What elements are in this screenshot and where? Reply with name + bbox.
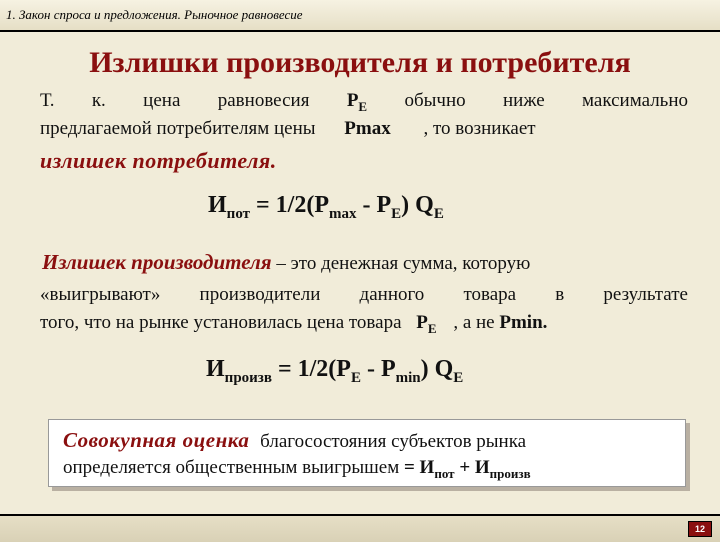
- symbol-subscript: E: [358, 99, 368, 113]
- formula-part: - P: [362, 192, 392, 218]
- formula-part: ) Q: [401, 192, 434, 218]
- consumer-paragraph-line-2: [40, 116, 688, 141]
- formula-part: = 1/2(P: [277, 356, 351, 382]
- text-segment: обычно ниже максимально: [404, 90, 688, 111]
- symbol-subscript: пот: [434, 466, 455, 481]
- summary-line-1: [63, 428, 526, 453]
- text-segment: определяется общественным выигрышем: [63, 457, 400, 478]
- producer-paragraph-line-1: [42, 250, 690, 276]
- text-segment: , а не: [453, 312, 495, 333]
- symbol-main: P: [416, 312, 428, 333]
- symbol-main: И: [208, 192, 227, 218]
- symbol-subscript: E: [433, 206, 444, 222]
- symbol-subscript: E: [427, 321, 437, 336]
- consumer-paragraph-line-1: [40, 88, 688, 113]
- producer-surplus-formula: [206, 356, 464, 386]
- formula-part: + И: [459, 457, 490, 478]
- pmin-symbol: Pmin.: [499, 312, 548, 333]
- text-segment: Т. к. цена равновесия: [40, 90, 310, 111]
- symbol-main: И: [206, 356, 225, 382]
- pe-symbol: [416, 312, 437, 336]
- formula-part: = 1/2(P: [256, 192, 329, 218]
- text-segment: , то возникает: [423, 118, 536, 139]
- page-number: 12: [688, 521, 712, 537]
- producer-paragraph-line-3: [40, 310, 688, 336]
- consumer-surplus-formula: [208, 192, 444, 222]
- symbol-subscript: min: [395, 370, 421, 386]
- text-segment: предлагаемой потребителям цены: [40, 118, 316, 139]
- pe-symbol: [347, 90, 367, 111]
- total-welfare-term: Совокупная оценка: [63, 428, 250, 452]
- symbol-subscript: E: [453, 370, 464, 386]
- formula-part: ) Q: [420, 356, 454, 382]
- text-segment: того, что на рынке установилась цена товара: [40, 312, 402, 333]
- breadcrumb: 1. Закон спроса и предложения. Рыночное равновесие: [6, 7, 303, 22]
- symbol-subscript: произв: [224, 370, 272, 386]
- symbol-main: P: [346, 90, 359, 111]
- pmax-symbol: Pmax: [344, 118, 391, 139]
- symbol-subscript: max: [329, 206, 357, 222]
- page-title: Излишки производителя и потребителя: [89, 46, 631, 79]
- producer-surplus-term: Излишек производителя: [42, 250, 272, 274]
- consumer-surplus-term: излишек потребителя.: [40, 148, 277, 173]
- symbol-subscript: пот: [226, 206, 250, 222]
- text-segment: благосостояния субъектов рынка: [260, 431, 527, 452]
- symbol-subscript: произв: [489, 466, 531, 481]
- summary-box: [48, 419, 686, 487]
- text-segment: – это денежная сумма, которую: [276, 253, 531, 274]
- summary-line-2: [63, 457, 531, 479]
- formula-part: = И: [403, 457, 435, 478]
- header-bar: [0, 0, 720, 32]
- symbol-subscript: E: [391, 206, 402, 222]
- formula-part: - P: [366, 356, 396, 382]
- producer-paragraph-line-2: «выигрывают» производители данного товара в результате: [40, 284, 688, 305]
- footer-bar: [0, 514, 720, 542]
- symbol-subscript: E: [350, 370, 361, 386]
